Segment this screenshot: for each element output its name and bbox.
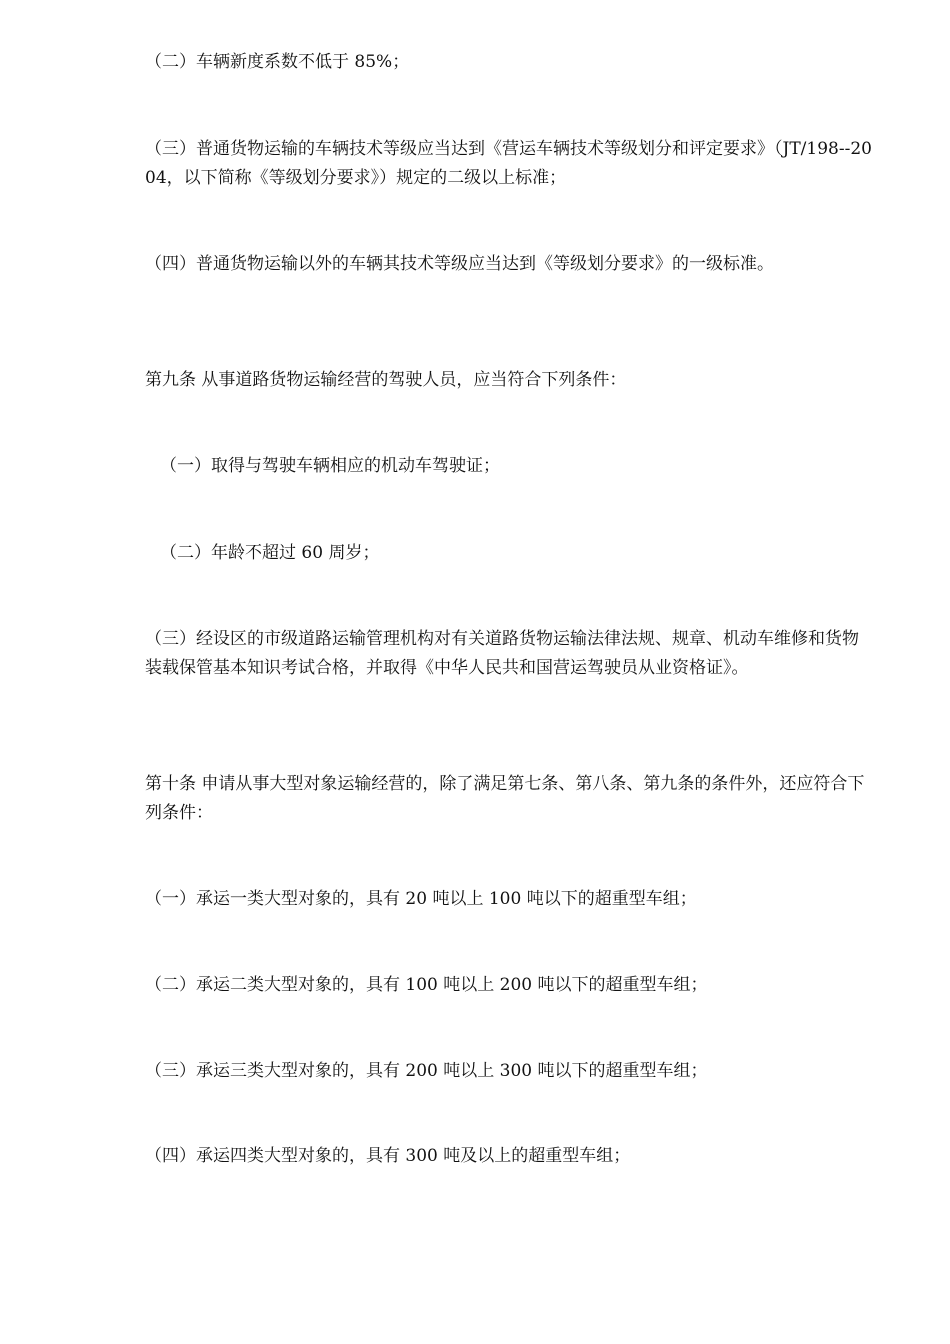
paragraph-driver-exam: （三）经设区的市级道路运输管理机构对有关道路货物运输法律法规、规章、机动车维修和货物装载保管基本知识考试合格，并取得《中华人民共和国营运驾驶员从业资格证》。: [145, 629, 859, 678]
paragraph-driver-age: （二）年龄不超过 60 周岁；: [160, 543, 380, 563]
article-9-heading: 第九条 从事道路货物运输经营的驾驶人员，应当符合下列条件：: [145, 370, 627, 390]
paragraph-technical-grade-other: （四）普通货物运输以外的车辆其技术等级应当达到《等级划分要求》的一级标准。: [145, 254, 774, 274]
paragraph-technical-grade-general: （三）普通货物运输的车辆技术等级应当达到《营运车辆技术等级划分和评定要求》（JT/198--2004，以下简称《等级划分要求》）规定的二级以上标准；: [145, 139, 872, 188]
paragraph-class-3-cargo: （三）承运三类大型对象的，具有 200 吨以上 300 吨以下的超重型车组；: [145, 1061, 708, 1081]
paragraph-driver-license: （一）取得与驾驶车辆相应的机动车驾驶证；: [160, 456, 500, 476]
article-10-heading: 第十条 申请从事大型对象运输经营的，除了满足第七条、第八条、第九条的条件外，还应符合下列条件：: [145, 774, 865, 823]
paragraph-vehicle-newness: （二）车辆新度系数不低于 85%；: [145, 52, 410, 72]
paragraph-class-1-cargo: （一）承运一类大型对象的，具有 20 吨以上 100 吨以下的超重型车组；: [145, 889, 697, 909]
paragraph-class-4-cargo: （四）承运四类大型对象的，具有 300 吨及以上的超重型车组；: [145, 1146, 631, 1166]
paragraph-class-2-cargo: （二）承运二类大型对象的，具有 100 吨以上 200 吨以下的超重型车组；: [145, 975, 708, 995]
